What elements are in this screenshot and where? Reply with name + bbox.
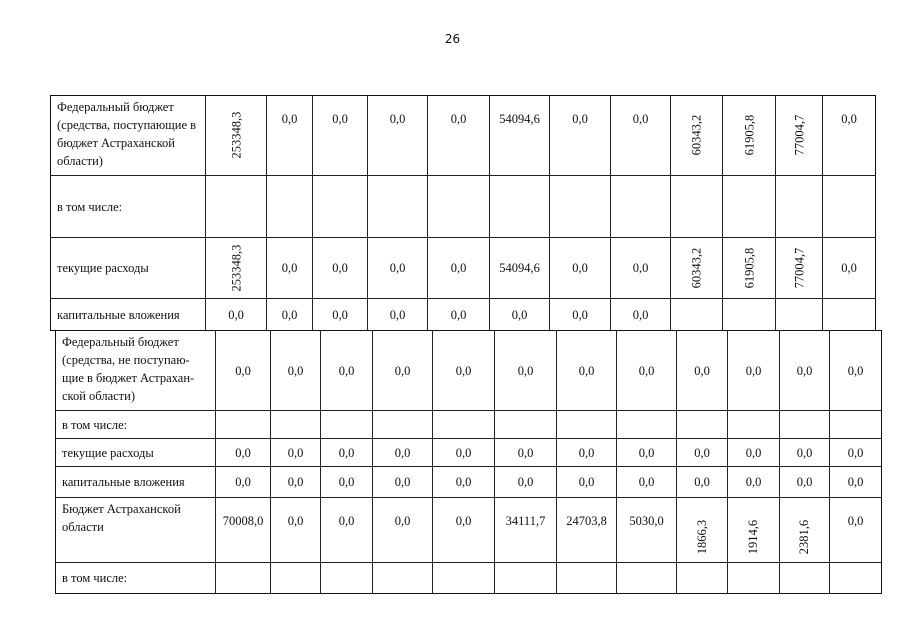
value-text: 0,0	[638, 363, 655, 378]
value-cell	[368, 238, 428, 299]
value-cell	[550, 176, 611, 238]
value-cell	[206, 176, 267, 238]
value-cell	[216, 331, 271, 411]
value-cell	[216, 498, 271, 563]
value-cell	[321, 331, 373, 411]
value-text: 0,0	[455, 363, 472, 378]
value-cell	[428, 96, 490, 176]
value-text: 0,0	[847, 475, 864, 489]
row-label: текущие расходы	[56, 439, 216, 467]
value-text: 0,0	[796, 363, 813, 378]
value-text: 0,0	[511, 307, 528, 322]
value-cell	[490, 299, 550, 330]
value-cell	[433, 467, 495, 498]
value-cell	[723, 96, 776, 176]
value-cell	[267, 176, 313, 238]
value-cell	[313, 176, 368, 238]
value-cell	[617, 498, 677, 563]
value-cell	[671, 238, 723, 299]
value-text: 1914,6	[746, 519, 761, 555]
value-text: 70008,0	[222, 514, 264, 528]
value-cell	[373, 563, 433, 593]
value-text: 0,0	[338, 475, 355, 489]
value-text: 1866,3	[695, 519, 709, 555]
value-cell	[557, 331, 617, 411]
value-cell	[557, 411, 617, 439]
value-text: 0,0	[796, 445, 813, 460]
value-text: 0,0	[338, 445, 355, 460]
value-cell	[433, 411, 495, 439]
value-cell	[313, 299, 368, 330]
value-cell	[495, 467, 557, 498]
value-cell	[267, 299, 313, 330]
value-cell	[373, 498, 433, 563]
value-cell	[368, 176, 428, 238]
value-cell	[433, 439, 495, 467]
value-cell	[677, 467, 728, 498]
value-cell	[216, 439, 271, 467]
row-label: текущие расходы	[51, 238, 206, 299]
value-text: 0,0	[235, 445, 251, 460]
value-cell	[617, 331, 677, 411]
value-cell	[495, 331, 557, 411]
row-label: Федеральный бюджет (средства, поступающие в бюджет Астраханской области)	[51, 96, 206, 176]
value-cell	[373, 331, 433, 411]
value-text: 0,0	[638, 475, 655, 489]
value-cell	[313, 238, 368, 299]
value-cell	[677, 563, 728, 593]
value-text: 0,0	[572, 112, 588, 126]
value-cell	[780, 498, 830, 563]
value-cell	[677, 439, 728, 467]
value-cell	[321, 498, 373, 563]
value-text: 0,0	[841, 261, 857, 275]
row-label: Федеральный бюджет (средства, не поступаю-щие в бюджет Астрахан-ской области)	[56, 331, 216, 411]
value-cell	[776, 96, 823, 176]
value-cell	[433, 563, 495, 593]
value-cell	[206, 96, 267, 176]
value-cell	[206, 299, 267, 330]
value-text: 0,0	[450, 307, 467, 322]
value-cell	[321, 467, 373, 498]
value-text: 253348,3	[229, 244, 243, 292]
value-text: 5030,0	[629, 514, 664, 528]
value-cell	[321, 411, 373, 439]
value-cell	[271, 467, 321, 498]
value-text: 0,0	[389, 261, 406, 275]
value-text: 60343,2	[689, 247, 704, 289]
value-cell	[495, 439, 557, 467]
value-text: 0,0	[694, 363, 710, 378]
value-cell	[830, 467, 881, 498]
budget-table-bottom	[55, 330, 882, 594]
value-cell	[216, 411, 271, 439]
value-cell	[428, 299, 490, 330]
value-cell	[433, 498, 495, 563]
value-cell	[776, 299, 823, 330]
value-cell	[495, 498, 557, 563]
value-cell	[557, 498, 617, 563]
value-text: 0,0	[638, 445, 655, 460]
row-label: капитальные вложения	[56, 467, 216, 498]
value-cell	[495, 563, 557, 593]
value-text: 0,0	[287, 445, 304, 460]
value-cell	[728, 563, 780, 593]
value-cell	[671, 96, 723, 176]
value-cell	[823, 299, 875, 330]
value-cell	[368, 96, 428, 176]
value-cell	[830, 563, 881, 593]
value-cell	[677, 331, 728, 411]
value-cell	[433, 331, 495, 411]
value-cell	[216, 467, 271, 498]
value-cell	[267, 96, 313, 176]
value-text: 0,0	[578, 445, 595, 460]
value-cell	[617, 439, 677, 467]
value-cell	[490, 96, 550, 176]
value-text: 0,0	[694, 445, 710, 460]
value-cell	[671, 299, 723, 330]
value-cell	[728, 439, 780, 467]
value-cell	[677, 411, 728, 439]
value-cell	[550, 299, 611, 330]
value-text: 0,0	[389, 112, 406, 126]
value-text: 0,0	[394, 445, 411, 460]
row-label: в том числе:	[56, 411, 216, 439]
value-text: 0,0	[517, 445, 534, 460]
value-text: 0,0	[394, 514, 411, 528]
value-cell	[780, 331, 830, 411]
value-cell	[723, 176, 776, 238]
value-text: 0,0	[281, 112, 298, 126]
value-cell	[830, 411, 881, 439]
value-text: 0,0	[517, 363, 534, 378]
value-cell	[206, 238, 267, 299]
value-text: 0,0	[235, 363, 251, 378]
value-text: 0,0	[332, 112, 348, 126]
value-cell	[611, 238, 671, 299]
value-cell	[617, 467, 677, 498]
value-cell	[617, 411, 677, 439]
value-cell	[776, 238, 823, 299]
value-text: 0,0	[841, 112, 857, 126]
value-cell	[557, 563, 617, 593]
value-cell	[823, 238, 875, 299]
value-text: 54094,6	[499, 261, 540, 275]
value-text: 0,0	[745, 475, 762, 489]
value-text: 0,0	[632, 112, 649, 126]
value-text: 0,0	[517, 475, 534, 489]
value-text: 0,0	[745, 445, 762, 460]
value-cell	[823, 176, 875, 238]
value-cell	[728, 411, 780, 439]
value-text: 0,0	[287, 475, 304, 489]
value-cell	[780, 411, 830, 439]
value-text: 0,0	[847, 514, 864, 528]
value-cell	[373, 411, 433, 439]
value-cell	[373, 439, 433, 467]
value-text: 0,0	[450, 112, 467, 126]
value-cell	[557, 439, 617, 467]
value-cell	[490, 176, 550, 238]
value-text: 0,0	[228, 307, 244, 322]
value-text: 60343,2	[689, 114, 704, 156]
value-text: 0,0	[578, 475, 595, 489]
value-text: 0,0	[338, 514, 355, 528]
value-cell	[611, 176, 671, 238]
value-cell	[550, 96, 611, 176]
value-cell	[490, 238, 550, 299]
value-text: 0,0	[287, 514, 304, 528]
value-text: 2381,6	[797, 519, 812, 555]
value-cell	[495, 411, 557, 439]
value-cell	[728, 498, 780, 563]
value-cell	[830, 498, 881, 563]
value-text: 0,0	[389, 307, 406, 322]
row-label: в том числе:	[56, 563, 216, 593]
value-text: 0,0	[394, 363, 411, 378]
value-text: 0,0	[332, 307, 348, 322]
value-cell	[271, 498, 321, 563]
value-text: 0,0	[235, 475, 251, 489]
value-text: 54094,6	[499, 112, 540, 126]
value-cell	[216, 563, 271, 593]
value-text: 0,0	[455, 475, 472, 489]
value-text: 0,0	[287, 363, 304, 378]
value-cell	[776, 176, 823, 238]
value-text: 0,0	[847, 363, 864, 378]
value-cell	[428, 176, 490, 238]
value-cell	[780, 563, 830, 593]
value-cell	[723, 238, 776, 299]
value-cell	[611, 96, 671, 176]
value-cell	[550, 238, 611, 299]
value-text: 0,0	[572, 261, 588, 275]
value-cell	[313, 96, 368, 176]
value-text: 0,0	[281, 261, 298, 275]
value-cell	[830, 331, 881, 411]
value-cell	[271, 331, 321, 411]
value-cell	[611, 299, 671, 330]
value-cell	[728, 331, 780, 411]
value-cell	[428, 238, 490, 299]
value-cell	[557, 467, 617, 498]
value-cell	[373, 467, 433, 498]
value-text: 34111,7	[505, 514, 546, 528]
value-text: 61905,8	[742, 247, 756, 289]
value-text: 0,0	[281, 307, 298, 322]
value-text: 0,0	[745, 363, 762, 378]
value-text: 0,0	[450, 261, 467, 275]
budget-table-top	[50, 95, 876, 331]
value-cell	[271, 439, 321, 467]
value-text: 0,0	[338, 363, 355, 378]
value-text: 77004,7	[792, 114, 806, 156]
value-text: 0,0	[455, 445, 472, 460]
value-cell	[823, 96, 875, 176]
row-label: в том числе:	[51, 176, 206, 238]
value-cell	[728, 467, 780, 498]
value-cell	[267, 238, 313, 299]
value-cell	[723, 299, 776, 330]
value-text: 0,0	[847, 445, 864, 460]
value-cell	[780, 467, 830, 498]
row-label: капитальные вложения	[51, 299, 206, 330]
page-number: 26	[444, 32, 461, 46]
value-cell	[271, 563, 321, 593]
value-cell	[671, 176, 723, 238]
value-text: 253348,3	[229, 111, 243, 159]
value-cell	[617, 563, 677, 593]
row-label: Бюджет Астраханской области	[56, 498, 216, 563]
value-cell	[271, 411, 321, 439]
value-cell	[830, 439, 881, 467]
value-text: 0,0	[332, 261, 348, 275]
value-cell	[321, 563, 373, 593]
value-cell	[780, 439, 830, 467]
value-text: 77004,7	[792, 247, 806, 289]
value-cell	[677, 498, 728, 563]
value-text: 0,0	[796, 475, 813, 489]
value-text: 61905,8	[742, 114, 756, 156]
value-text: 0,0	[694, 475, 710, 489]
value-text: 0,0	[572, 307, 588, 322]
value-text: 0,0	[632, 307, 649, 322]
value-text: 0,0	[578, 363, 595, 378]
value-text: 0,0	[632, 261, 649, 275]
value-text: 0,0	[394, 475, 411, 489]
value-text: 24703,8	[566, 514, 607, 528]
value-cell	[368, 299, 428, 330]
value-cell	[321, 439, 373, 467]
value-text: 0,0	[455, 514, 472, 528]
